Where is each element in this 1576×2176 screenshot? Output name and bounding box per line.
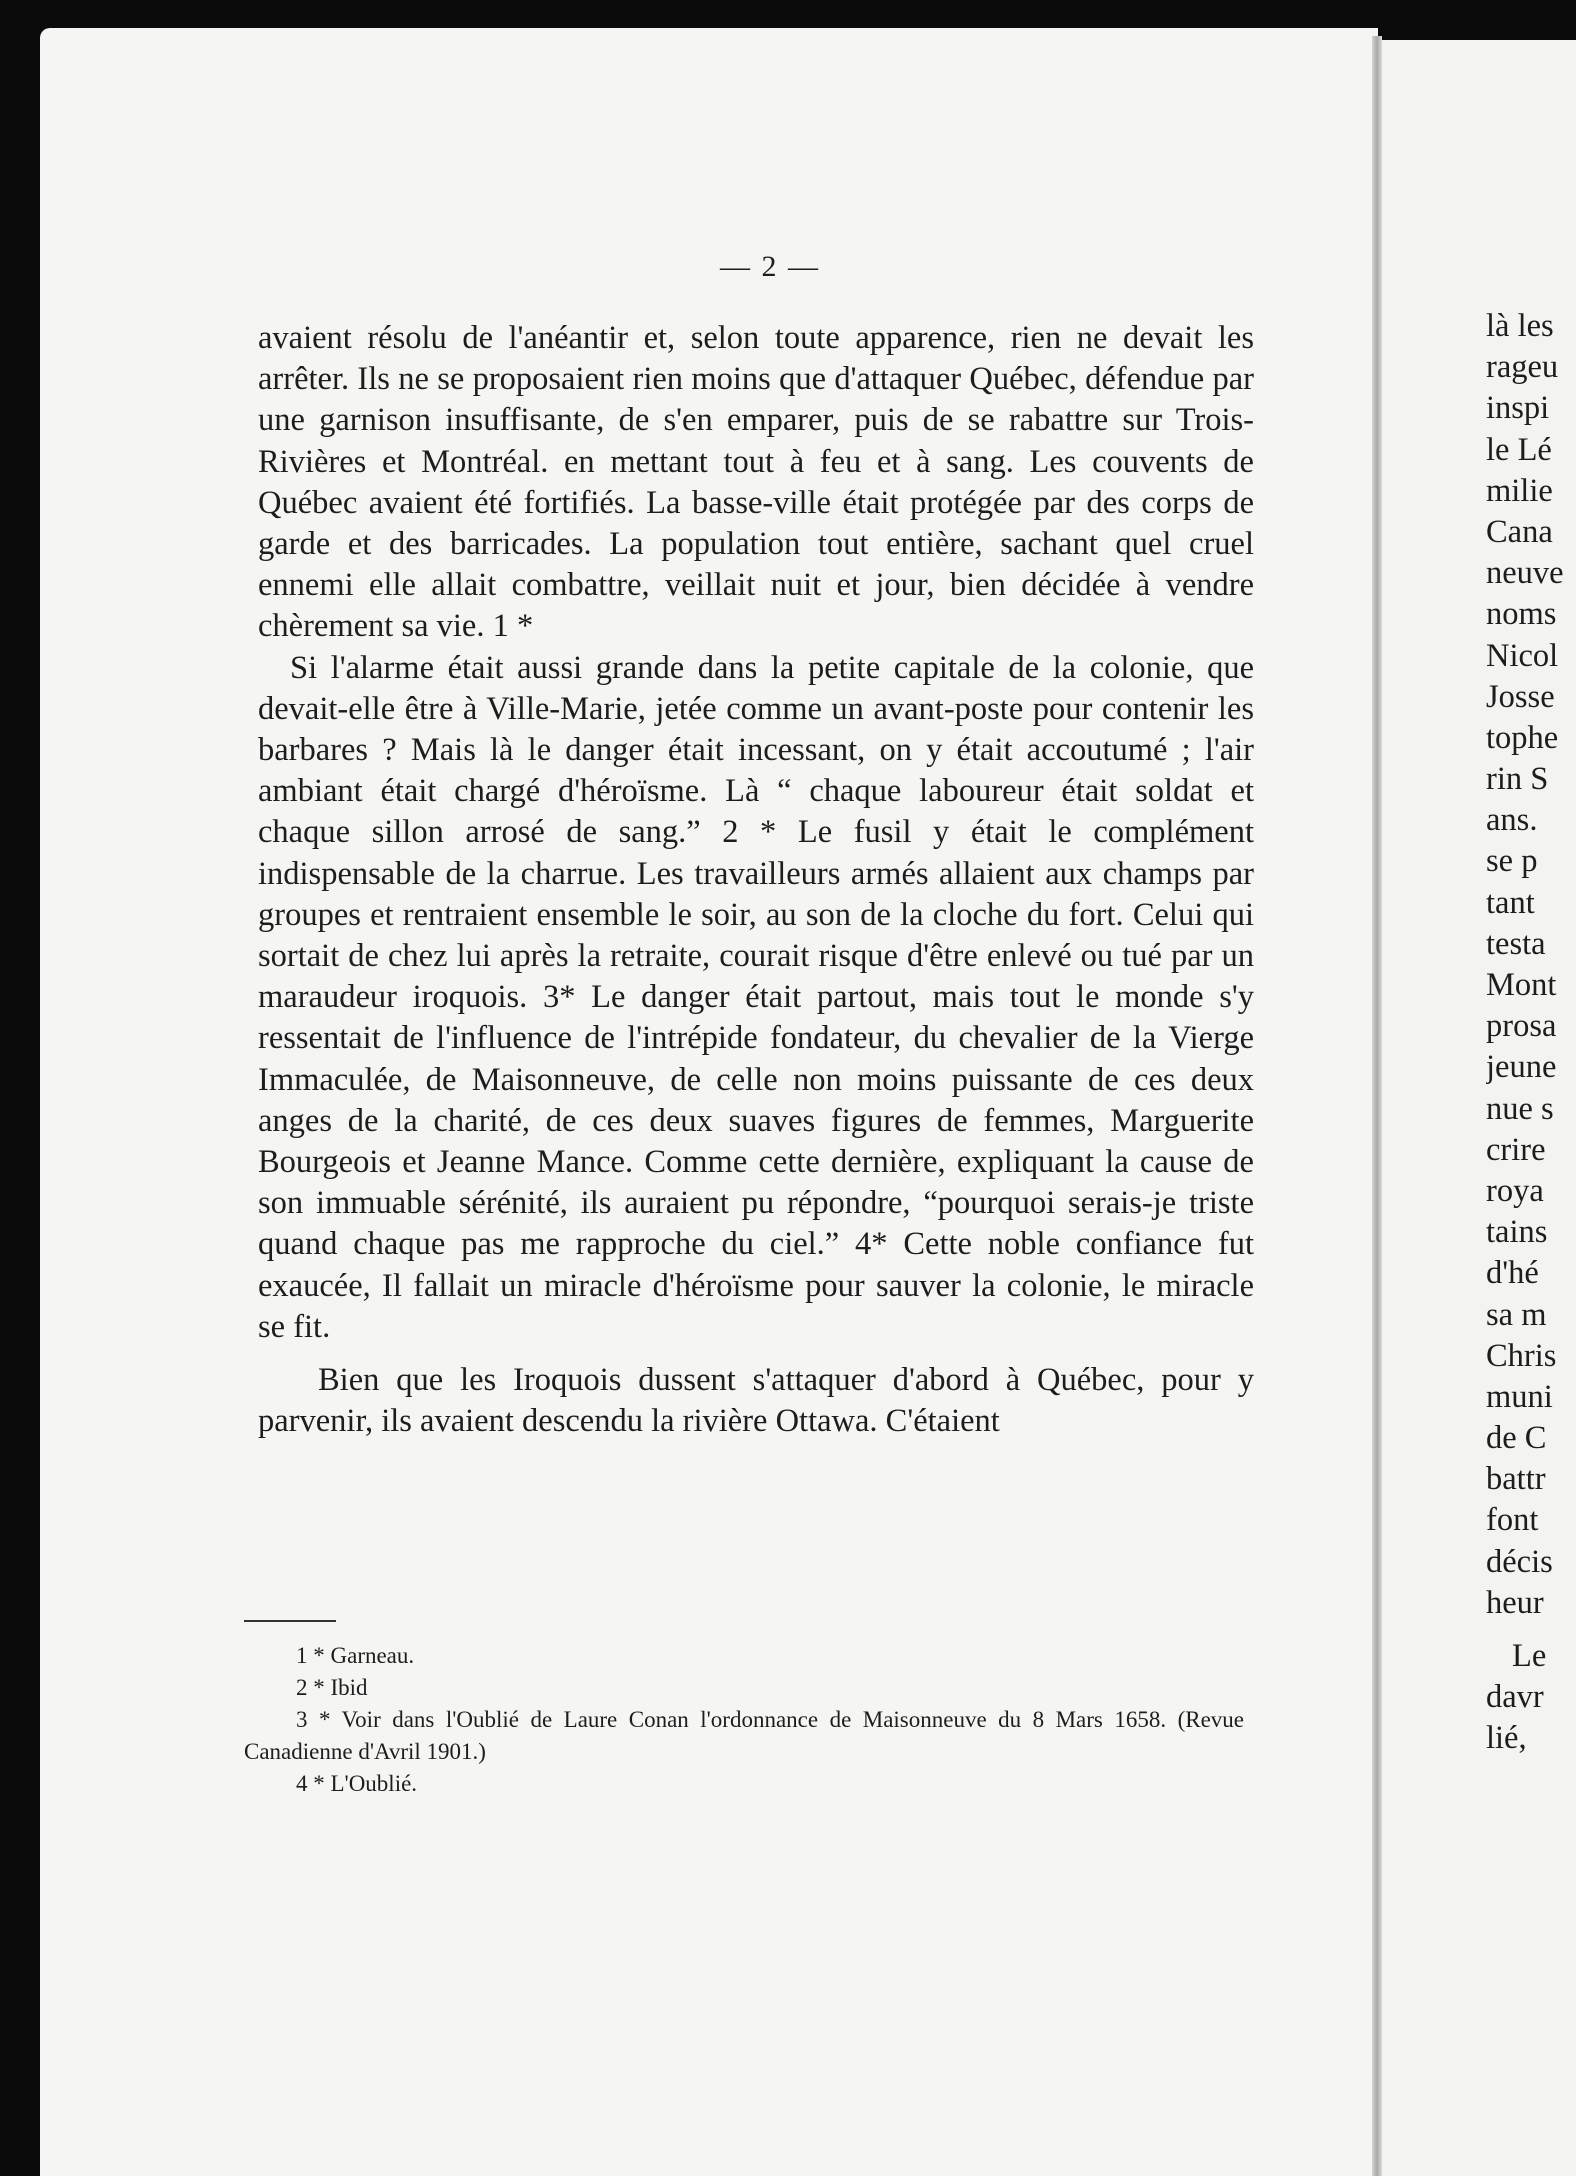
facing-line: décis	[1486, 1543, 1553, 1580]
paragraph-1: avaient résolu de l'anéantir et, selon toute apparence, rien ne devait les arrêter. Ils ne se proposaient rien moins que d'attaquer Québec, défendue par une garnison insuffisante, de s'en emparer, puis de se rabattre sur Trois-Rivières et Montréal. en mettant tout à feu et à sang. Les couvents de Québec avaient été fortifiés. La basse-ville était protégée par des corps de garde et des barricades. La population tout entière, sachant quel cruel ennemi elle allait combattre, veillait nuit et jour, bien décidée à vendre chèrement sa vie. 1 *	[258, 320, 1254, 645]
facing-line: rin S	[1486, 761, 1549, 798]
facing-line: muni	[1486, 1378, 1553, 1415]
footnote-1: 1 * Garneau.	[296, 1643, 415, 1668]
facing-line: inspi	[1486, 390, 1550, 427]
page-gutter	[1372, 36, 1382, 2176]
facing-line: davr	[1486, 1679, 1544, 1716]
facing-line: Mont	[1486, 967, 1557, 1003]
facing-line: ans.	[1486, 802, 1538, 839]
page-number: — 2 —	[720, 250, 820, 283]
footnote-separator	[244, 1620, 336, 1622]
facing-line: testa	[1486, 925, 1546, 962]
footnote-3: 3 * Voir dans l'Oublié de Laure Conan l'ordonnance de Maisonneuve du 8 Mars 1658. (Revue Canadienne d'Avril 1901.)	[244, 1707, 1244, 1764]
facing-line: Josse	[1486, 678, 1555, 715]
footnote-2: 2 * Ibid	[296, 1675, 368, 1700]
facing-line: jeune	[1486, 1049, 1557, 1086]
facing-line: neuve	[1486, 555, 1564, 592]
facing-line: lié,	[1486, 1720, 1527, 1757]
facing-line: Cana	[1486, 513, 1553, 550]
facing-line: sa m	[1486, 1296, 1547, 1333]
paragraph-3: Bien que les Iroquois dussent s'attaquer d'abord à Québec, pour y parvenir, ils avaient descendu la rivière Ottawa. C'étaient	[258, 1362, 1254, 1440]
facing-line: de C	[1486, 1420, 1547, 1457]
facing-line: heur	[1486, 1584, 1544, 1621]
footnote-4: 4 * L'Oublié.	[296, 1771, 418, 1796]
facing-line: tophe	[1486, 719, 1559, 756]
facing-page-text	[1486, 306, 1576, 1760]
facing-line: Le	[1512, 1638, 1547, 1674]
facing-line: prosa	[1486, 1008, 1557, 1045]
paragraph-2: Si l'alarme était aussi grande dans la petite capitale de la colonie, que devait-elle être à Ville-Marie, jetée comme un avant-poste pour contenir les barbares ? Mais là le danger était incessant, on y était accoutumé ; l'air ambiant était chargé d'héroïsme. Là “ chaque laboureur était soldat et chaque sillon arrosé de sang.” 2 * Le fusil y était le complément indispensable de la charrue. Les travailleurs armés allaient aux champs par groupes et rentraient ensemble le soir, au son de la cloche du fort. Celui qui sortait de chez lui après la retraite, courait risque d'être enlevé ou tué par un maraudeur iroquois. 3* Le danger était partout, mais tout le monde s'y ressentait de l'influence de l'intrépide fondateur, du chevalier de la Vierge Immaculée, de Maisonneuve, de celle non moins puissante de ces deux anges de la charité, de ces deux suaves figures de femmes, Marguerite Bourgeois et Jeanne Mance. Comme cette dernière, expliquant la cause de son immuable sérénité, ils auraient pu répondre, “pourquoi serais-je triste quand chaque pas me rapproche du ciel.” 4* Cette noble confiance fut exaucée, Il fallait un miracle d'héroïsme pour sauver la colonie, le miracle se fit.	[258, 649, 1254, 1345]
facing-line: font	[1486, 1502, 1539, 1539]
facing-line: d'hé	[1486, 1255, 1539, 1292]
facing-line: milie	[1486, 472, 1553, 509]
facing-line: rageu	[1486, 349, 1559, 386]
facing-line: noms	[1486, 596, 1557, 633]
main-text	[258, 318, 1254, 1442]
facing-line: roya	[1486, 1172, 1544, 1209]
facing-line: là les	[1486, 308, 1554, 344]
facing-line: Chris	[1486, 1337, 1557, 1374]
facing-line: se p	[1486, 843, 1538, 880]
footnotes	[244, 1640, 1244, 1800]
facing-line: tains	[1486, 1214, 1548, 1251]
facing-line: crire	[1486, 1131, 1546, 1168]
facing-line: battr	[1486, 1461, 1546, 1498]
facing-line: nue s	[1486, 1090, 1554, 1127]
facing-line: tant	[1486, 884, 1535, 921]
facing-line: Nicol	[1486, 637, 1559, 674]
facing-line: le Lé	[1486, 431, 1552, 468]
